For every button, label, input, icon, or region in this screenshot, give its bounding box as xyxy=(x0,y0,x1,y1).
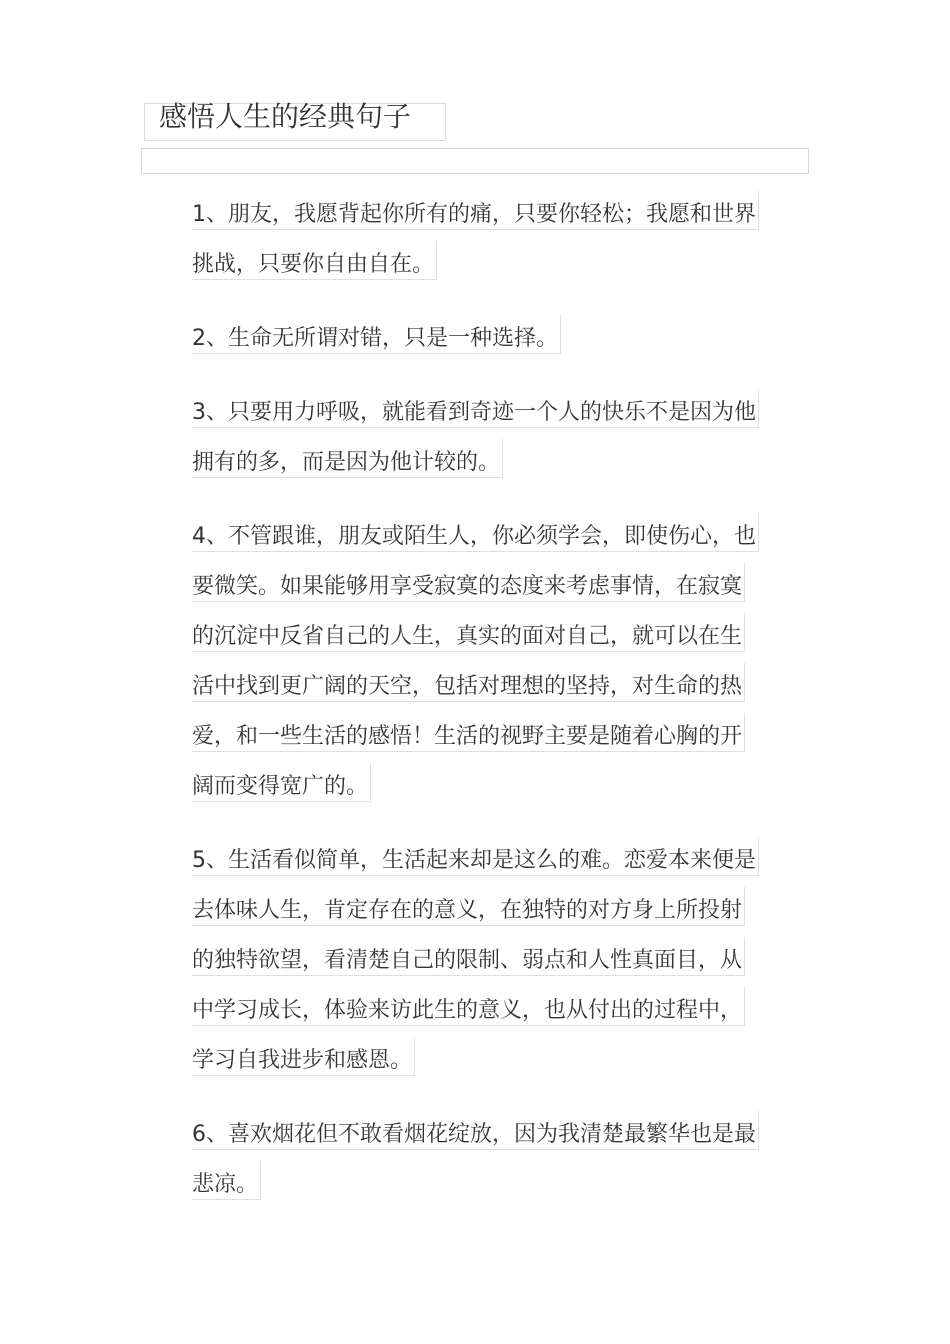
text-line xyxy=(192,241,772,291)
line-text: 挑战，只要你自由自在。 xyxy=(192,241,437,280)
text-line xyxy=(192,563,772,613)
article-body xyxy=(192,191,772,1235)
text-line xyxy=(192,1161,772,1211)
text-line xyxy=(192,887,772,937)
paragraph-2 xyxy=(192,315,772,365)
text-line xyxy=(192,513,772,563)
text-line xyxy=(192,987,772,1037)
text-line xyxy=(192,1111,772,1161)
line-text: 要微笑。如果能够用享受寂寞的态度来考虑事情，在寂寞 xyxy=(192,563,745,602)
paragraph-4 xyxy=(192,513,772,813)
page-title: 感悟人生的经典句子 xyxy=(159,100,412,133)
line-text: 的独特欲望，看清楚自己的限制、弱点和人性真面目，从 xyxy=(192,937,745,976)
line-text: 的沉淀中反省自己的人生，真实的面对自己，就可以在生 xyxy=(192,613,745,652)
line-text: 5、生活看似简单，生活起来却是这么的难。恋爱本来便是 xyxy=(192,837,759,876)
text-line xyxy=(192,837,772,887)
text-line xyxy=(192,613,772,663)
text-line xyxy=(192,439,772,489)
text-line xyxy=(192,389,772,439)
paragraph-6 xyxy=(192,1111,772,1211)
line-text: 悲凉。 xyxy=(192,1161,261,1200)
line-text: 中学习成长，体验来访此生的意义，也从付出的过程中， xyxy=(192,987,745,1026)
text-line xyxy=(192,315,772,365)
line-text: 活中找到更广阔的天空，包括对理想的坚持，对生命的热 xyxy=(192,663,745,702)
paragraph-1 xyxy=(192,191,772,291)
paragraph-5 xyxy=(192,837,772,1087)
line-text: 阔而变得宽广的。 xyxy=(192,763,371,802)
line-text: 6、喜欢烟花但不敢看烟花绽放，因为我清楚最繁华也是最 xyxy=(192,1111,759,1150)
line-text: 3、只要用力呼吸，就能看到奇迹一个人的快乐不是因为他 xyxy=(192,389,759,428)
text-line xyxy=(192,937,772,987)
line-text: 拥有的多，而是因为他计较的。 xyxy=(192,439,503,478)
line-text: 4、不管跟谁，朋友或陌生人，你必须学会，即使伤心，也 xyxy=(192,513,759,552)
text-line xyxy=(192,1037,772,1087)
line-text: 学习自我进步和感恩。 xyxy=(192,1037,415,1076)
text-line xyxy=(192,191,772,241)
line-text: 1、朋友，我愿背起你所有的痛，只要你轻松；我愿和世界 xyxy=(192,191,759,230)
text-line xyxy=(192,763,772,813)
line-text: 去体味人生，肯定存在的意义，在独特的对方身上所投射 xyxy=(192,887,745,926)
text-line xyxy=(192,663,772,713)
header-rule xyxy=(141,148,809,174)
line-text: 2、生命无所谓对错，只是一种选择。 xyxy=(192,315,561,354)
text-line xyxy=(192,713,772,763)
line-text: 爱，和一些生活的感悟！生活的视野主要是随着心胸的开 xyxy=(192,713,745,752)
title-box xyxy=(144,100,446,141)
paragraph-3 xyxy=(192,389,772,489)
